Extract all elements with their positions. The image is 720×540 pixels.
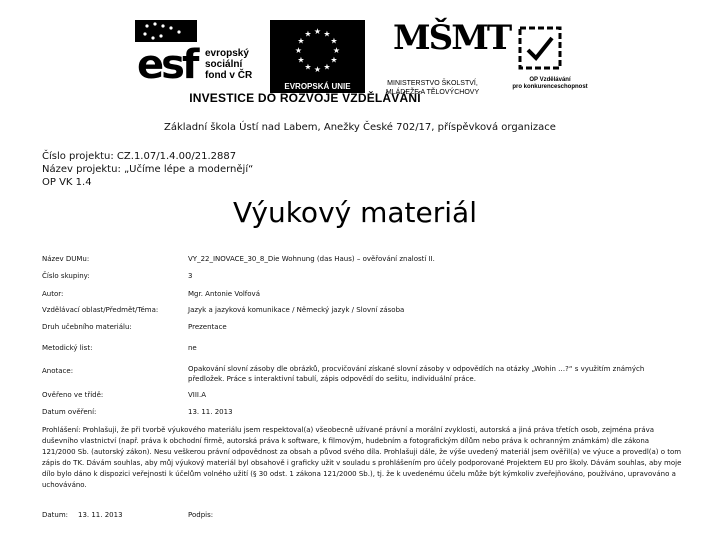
esf-line-3: fond v ČR bbox=[205, 70, 253, 81]
svg-text:★: ★ bbox=[330, 36, 338, 46]
svg-text:★: ★ bbox=[294, 46, 303, 55]
svg-text:★: ★ bbox=[297, 55, 305, 65]
declaration-text: Prohlášení: Prohlašuji, že při tvorbě výukového materiálu jsem respektoval(a) všeobecně užívané právní a morální zvyklosti, autorská a jiná práva třetích osob, zejména práva duševního vlastnictví (např. práva k obchodní firmě, autorská práva k software, k filmovým, hudebním a fotografickým dílům nebo práva k ochranným známkám) dle zákona 121/2000 Sb. (autorský zákon). Nesu veškerou právní odpovědnost za obsah a původ svého díla. Prohlašuji dále, že výše uvedený materiál jsem ověřil(a) ve výuce a provedl(a) o tom zápis do TK. Dávám souhlas, aby můj výukový materiál byl obsahově i graficky užit v souladu s prohlášením pro účely podporované Projektem EU pro školy. Dávám souhlas, aby moje dílo bylo dáno k dispozici veřejnosti k účelům volného užití (§ 30 odst. 1 zákona 121/2000 Sb.), tj. že k uvedenému účelu může být kýmkoliv zveřejňováno, používáno, upravováno a uchováváno. bbox=[42, 426, 682, 489]
field-value: 3 bbox=[188, 272, 193, 280]
field-label: Název DUMu: bbox=[42, 255, 90, 263]
date-value: 13. 11. 2013 bbox=[78, 511, 123, 519]
field-label: Číslo skupiny: bbox=[42, 272, 90, 280]
field-value: VIII.A bbox=[188, 391, 206, 399]
esf-wordmark: esf bbox=[137, 42, 197, 88]
field-value: ne bbox=[188, 344, 197, 352]
field-label: Metodický list: bbox=[42, 344, 93, 352]
field-label: Vzdělávací oblast/Předmět/Téma: bbox=[42, 306, 159, 314]
field-value: Prezentace bbox=[188, 323, 227, 331]
eu-label: EVROPSKÁ UNIE bbox=[270, 80, 365, 93]
msmt-line-2: MLÁDEŽE A TĚLOVÝCHOVY bbox=[385, 89, 480, 96]
field-label: Ověřeno ve třídě: bbox=[42, 391, 104, 399]
msmt-logo bbox=[375, 18, 511, 98]
field-label: Druh učebního materiálu: bbox=[42, 323, 132, 331]
field-value: 13. 11. 2013 bbox=[188, 408, 233, 416]
project-number: Číslo projektu: CZ.1.07/1.4.00/21.2887 bbox=[42, 151, 237, 162]
field-label: Anotace: bbox=[42, 367, 74, 375]
field-value: VY_22_INOVACE_30_8_Die Wohnung (das Haus) – ověřování znalostí II. bbox=[188, 255, 435, 263]
svg-text:★: ★ bbox=[323, 62, 331, 72]
eu-logo bbox=[270, 20, 365, 90]
op-emblem-icon bbox=[510, 22, 570, 72]
op-line-1: OP Vzdělávání bbox=[529, 77, 571, 83]
esf-line-1: evropský bbox=[205, 48, 249, 59]
school-name: Základní škola Ústí nad Labem, Anežky České 702/17, příspěvková organizace bbox=[164, 122, 556, 133]
signature-label: Podpis: bbox=[188, 511, 214, 519]
msmt-monogram: MŠMT bbox=[393, 18, 511, 58]
field-label: Autor: bbox=[42, 290, 64, 298]
svg-text:★: ★ bbox=[313, 65, 322, 74]
field-label: Datum ověření: bbox=[42, 408, 97, 416]
op-logo bbox=[500, 22, 600, 102]
svg-text:★: ★ bbox=[304, 29, 312, 39]
esf-line-2: sociální bbox=[205, 59, 243, 70]
field-value: Jazyk a jazyková komunikace / Německý jazyk / Slovní zásoba bbox=[188, 306, 405, 314]
banner-slogan: INVESTICE DO ROZVOJE VZDĚLÁVÁNÍ bbox=[189, 91, 421, 105]
svg-text:★: ★ bbox=[304, 62, 312, 72]
svg-text:★: ★ bbox=[297, 36, 305, 46]
date-label: Datum: bbox=[42, 511, 69, 519]
field-value: Mgr. Antonie Volfová bbox=[188, 290, 260, 298]
esf-logo bbox=[135, 20, 260, 96]
page-title: Výukový materiál bbox=[233, 196, 477, 229]
svg-text:★: ★ bbox=[323, 29, 331, 39]
svg-text:★: ★ bbox=[330, 55, 338, 65]
svg-text:★: ★ bbox=[332, 46, 341, 55]
project-op: OP VK 1.4 bbox=[42, 177, 92, 188]
svg-text:★: ★ bbox=[313, 27, 322, 36]
eu-flag-icon bbox=[270, 20, 365, 80]
op-line-2: pro konkurenceschopnost bbox=[512, 84, 588, 90]
field-value: Opakování slovní zásoby dle obrázků, procvičování získané slovní zásoby v odpovědích na otázky „Wohin …?“ s využitím známých předložek. Práce s interaktivní tabulí, zápis odpovědí do sešitu, individuální práce. bbox=[188, 365, 645, 383]
msmt-line-1: MINISTERSTVO ŠKOLSTVÍ, bbox=[387, 80, 478, 87]
project-name: Název projektu: „Učíme lépe a modernějí“ bbox=[42, 164, 254, 175]
